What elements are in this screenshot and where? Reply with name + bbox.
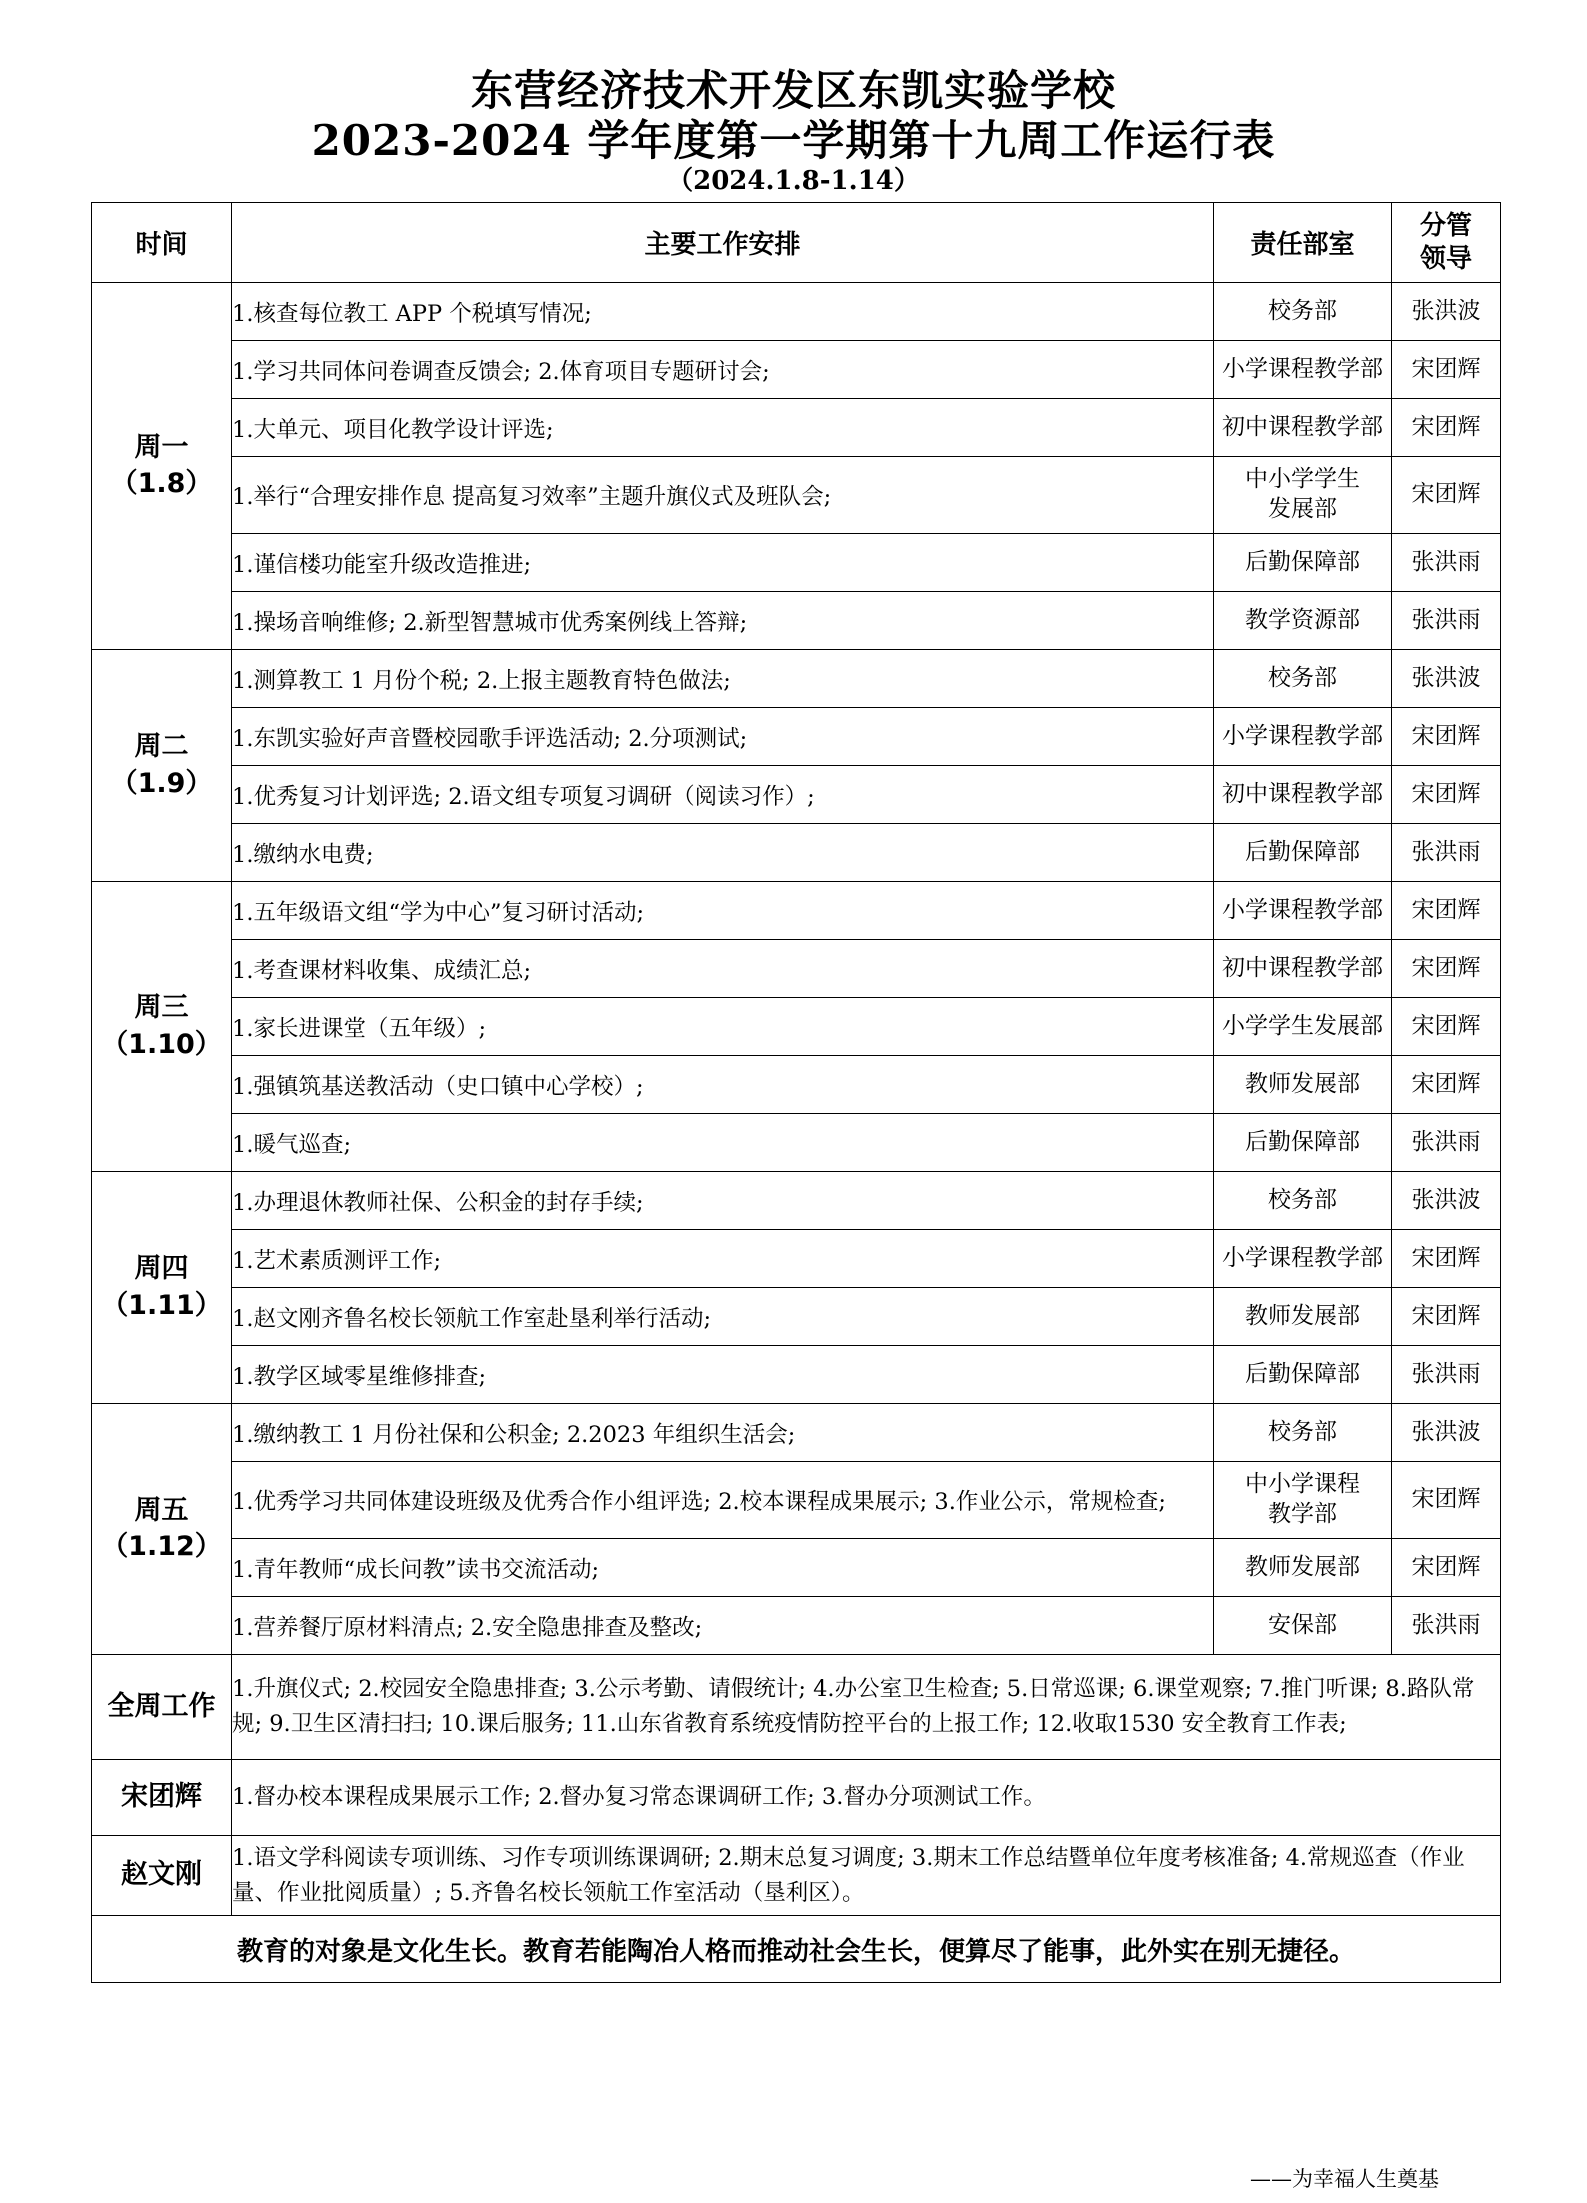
table-row <box>92 399 1501 457</box>
task-cell: 1.教学区域零星维修排查; <box>232 1346 1214 1404</box>
task-cell: 1.五年级语文组“学为中心”复习研讨活动; <box>232 882 1214 940</box>
date-range: （2024.1.8-1.14） <box>667 166 920 196</box>
table-row <box>92 1056 1501 1114</box>
col-lead-line2: 领导 <box>1419 243 1472 274</box>
day-date: （1.10） <box>101 1028 222 1060</box>
table-row <box>92 1288 1501 1346</box>
dept-cell <box>1214 940 1392 998</box>
schedule-body <box>92 283 1501 1655</box>
task-cell: 1.举行“合理安排作息 提高复习效率”主题升旗仪式及班队会; <box>232 457 1214 534</box>
table-row <box>92 1539 1501 1597</box>
dept-line1: 后勤保障部 <box>1245 1128 1360 1155</box>
lead-cell: 张洪雨 <box>1392 824 1501 882</box>
table-row <box>92 283 1501 341</box>
dept-line1: 小学课程教学部 <box>1222 722 1383 749</box>
day-cell <box>92 1172 232 1404</box>
col-lead <box>1392 203 1501 283</box>
dept-cell <box>1214 1172 1392 1230</box>
day-name: 周一 <box>134 431 189 463</box>
task-cell: 1.缴纳水电费; <box>232 824 1214 882</box>
dept-cell <box>1214 534 1392 592</box>
task-cell: 1.操场音响维修; 2.新型智慧城市优秀案例线上答辩; <box>232 592 1214 650</box>
dept-line1: 小学学生发展部 <box>1222 1012 1383 1039</box>
lead-cell: 张洪波 <box>1392 1172 1501 1230</box>
lead-cell: 宋团辉 <box>1392 1230 1501 1288</box>
dept-line2: 发展部 <box>1268 496 1337 522</box>
task-cell: 1.大单元、项目化教学设计评选; <box>232 399 1214 457</box>
dept-line1: 校务部 <box>1268 1418 1337 1445</box>
table-row <box>92 457 1501 534</box>
lead-cell: 宋团辉 <box>1392 1288 1501 1346</box>
table-row <box>92 1114 1501 1172</box>
dept-line1: 小学课程教学部 <box>1222 355 1383 382</box>
task-cell: 1.核查每位教工 APP 个税填写情况; <box>232 283 1214 341</box>
table-row <box>92 766 1501 824</box>
dept-line1: 中小学课程 <box>1245 1471 1360 1498</box>
lead-cell: 宋团辉 <box>1392 341 1501 399</box>
table-row <box>92 534 1501 592</box>
day-date: （1.11） <box>101 1289 222 1321</box>
table-row <box>92 1346 1501 1404</box>
dept-cell <box>1214 766 1392 824</box>
dept-cell <box>1214 1056 1392 1114</box>
dept-cell <box>1214 399 1392 457</box>
leader-text: 1.督办校本课程成果展示工作; 2.督办复习常态课调研工作; 3.督办分项测试工作。 <box>232 1760 1501 1836</box>
dept-line1: 后勤保障部 <box>1245 1360 1360 1387</box>
lead-cell: 张洪波 <box>1392 650 1501 708</box>
lead-cell: 张洪雨 <box>1392 1114 1501 1172</box>
schedule-title: 2023-2024 学年度第一学期第十九周工作运行表 <box>311 116 1276 165</box>
col-task: 主要工作安排 <box>232 203 1214 283</box>
day-date: （1.12） <box>101 1531 222 1562</box>
dept-cell <box>1214 1114 1392 1172</box>
task-cell: 1.办理退休教师社保、公积金的封存手续; <box>232 1172 1214 1230</box>
task-cell: 1.缴纳教工 1 月份社保和公积金; 2.2023 年组织生活会; <box>232 1404 1214 1462</box>
dept-cell <box>1214 824 1392 882</box>
dept-cell <box>1214 341 1392 399</box>
day-date: （1.8） <box>110 468 213 499</box>
lead-cell: 宋团辉 <box>1392 766 1501 824</box>
motto-row <box>92 1916 1501 1983</box>
lead-cell: 宋团辉 <box>1392 998 1501 1056</box>
task-cell: 1.艺术素质测评工作; <box>232 1230 1214 1288</box>
day-cell <box>92 882 232 1172</box>
dept-cell <box>1214 592 1392 650</box>
task-cell: 1.东凯实验好声音暨校园歌手评选活动; 2.分项测试; <box>232 708 1214 766</box>
table-row <box>92 1404 1501 1462</box>
dept-cell <box>1214 457 1392 534</box>
lead-cell: 宋团辉 <box>1392 1462 1501 1539</box>
day-date: （1.9） <box>110 767 213 799</box>
task-cell: 1.谨信楼功能室升级改造推进; <box>232 534 1214 592</box>
dept-line1: 小学课程教学部 <box>1222 1244 1383 1271</box>
lead-cell: 张洪雨 <box>1392 1597 1501 1655</box>
dept-cell <box>1214 1346 1392 1404</box>
day-name: 周二 <box>134 731 189 763</box>
task-cell: 1.强镇筑基送教活动（史口镇中心学校）; <box>232 1056 1214 1114</box>
table-row <box>92 1462 1501 1539</box>
day-name: 周三 <box>134 992 189 1024</box>
lead-cell: 宋团辉 <box>1392 457 1501 534</box>
task-cell: 1.家长进课堂（五年级）; <box>232 998 1214 1056</box>
schedule-table <box>91 202 1501 1983</box>
day-name: 周四 <box>134 1253 189 1285</box>
table-row <box>92 592 1501 650</box>
lead-cell: 宋团辉 <box>1392 708 1501 766</box>
footer-slogan: ——为幸福人生奠基 <box>1250 2167 1439 2191</box>
dept-line1: 校务部 <box>1268 297 1337 324</box>
table-row <box>92 1230 1501 1288</box>
lead-cell: 宋团辉 <box>1392 1056 1501 1114</box>
dept-cell <box>1214 650 1392 708</box>
dept-line1: 教师发展部 <box>1245 1070 1360 1097</box>
lead-cell: 张洪波 <box>1392 1404 1501 1462</box>
table-row <box>92 882 1501 940</box>
col-time: 时间 <box>92 203 232 283</box>
day-cell <box>92 283 232 650</box>
day-cell <box>92 650 232 882</box>
table-row <box>92 940 1501 998</box>
lead-cell: 宋团辉 <box>1392 399 1501 457</box>
leader-name: 赵文刚 <box>92 1836 232 1916</box>
task-cell: 1.营养餐厅原材料清点; 2.安全隐患排查及整改; <box>232 1597 1214 1655</box>
dept-cell <box>1214 1462 1392 1539</box>
table-row <box>92 824 1501 882</box>
leader-row <box>92 1760 1501 1836</box>
week-label: 全周工作 <box>92 1655 232 1760</box>
lead-cell: 张洪雨 <box>1392 534 1501 592</box>
dept-line1: 校务部 <box>1268 664 1337 691</box>
task-cell: 1.赵文刚齐鲁名校长领航工作室赴垦利举行活动; <box>232 1288 1214 1346</box>
table-row <box>92 998 1501 1056</box>
task-cell: 1.优秀复习计划评选; 2.语文组专项复习调研（阅读习作）; <box>232 766 1214 824</box>
task-cell: 1.优秀学习共同体建设班级及优秀合作小组评选; 2.校本课程成果展示; 3.作业公示，常规检查; <box>232 1462 1214 1539</box>
dept-line1: 中小学学生 <box>1245 466 1360 493</box>
dept-cell <box>1214 1230 1392 1288</box>
dept-cell <box>1214 1404 1392 1462</box>
col-dept: 责任部室 <box>1214 203 1392 283</box>
dept-line1: 小学课程教学部 <box>1222 896 1383 923</box>
lead-cell: 张洪雨 <box>1392 592 1501 650</box>
dept-cell <box>1214 882 1392 940</box>
dept-cell <box>1214 1539 1392 1597</box>
dept-cell <box>1214 1288 1392 1346</box>
school-title: 东营经济技术开发区东凯实验学校 <box>470 66 1116 115</box>
table-row <box>92 341 1501 399</box>
table-row <box>92 650 1501 708</box>
leader-row <box>92 1836 1501 1916</box>
dept-line1: 初中课程教学部 <box>1222 413 1383 440</box>
leader-text: 1.语文学科阅读专项训练、习作专项训练课调研; 2.期末总复习调度; 3.期末工作总结暨单位年度考核准备; 4.常规巡查（作业量、作业批阅质量）; 5.齐鲁名校长领航工作室活动（垦利区）。 <box>232 1836 1501 1916</box>
lead-cell: 宋团辉 <box>1392 940 1501 998</box>
week-text: 1.升旗仪式; 2.校园安全隐患排查; 3.公示考勤、请假统计; 4.办公室卫生检查; 5.日常巡课; 6.课堂观察; 7.推门听课; 8.路队常规; 9.卫生区清扫扫; 10.课后服务; 11.山东省教育系统疫情防控平台的上报工作; 12.收取1530 安全教育工作表; <box>232 1655 1501 1760</box>
lead-cell: 张洪波 <box>1392 283 1501 341</box>
motto: 教育的对象是文化生长。教育若能陶冶人格而推动社会生长，便算尽了能事，此外实在别无捷径。 <box>92 1916 1501 1983</box>
day-name: 周五 <box>134 1494 189 1526</box>
week-row <box>92 1655 1501 1760</box>
task-cell: 1.暖气巡查; <box>232 1114 1214 1172</box>
dept-line1: 后勤保障部 <box>1245 838 1360 865</box>
table-row <box>92 1172 1501 1230</box>
task-cell: 1.学习共同体问卷调查反馈会; 2.体育项目专题研讨会; <box>232 341 1214 399</box>
table-row <box>92 1597 1501 1655</box>
dept-line1: 初中课程教学部 <box>1222 954 1383 981</box>
lead-cell: 宋团辉 <box>1392 1539 1501 1597</box>
dept-cell <box>1214 283 1392 341</box>
dept-cell <box>1214 708 1392 766</box>
col-lead-line1: 分管 <box>1419 211 1472 241</box>
dept-line1: 教师发展部 <box>1245 1553 1360 1580</box>
lead-cell: 张洪雨 <box>1392 1346 1501 1404</box>
dept-cell <box>1214 998 1392 1056</box>
table-row <box>92 708 1501 766</box>
dept-line1: 安保部 <box>1268 1611 1337 1638</box>
task-cell: 1.青年教师“成长问教”读书交流活动; <box>232 1539 1214 1597</box>
leader-name: 宋团辉 <box>92 1760 232 1836</box>
dept-line2: 教学部 <box>1268 1501 1337 1527</box>
dept-line1: 初中课程教学部 <box>1222 780 1383 807</box>
task-cell: 1.考查课材料收集、成绩汇总; <box>232 940 1214 998</box>
dept-cell <box>1214 1597 1392 1655</box>
task-cell: 1.测算教工 1 月份个税; 2.上报主题教育特色做法; <box>232 650 1214 708</box>
header-row <box>92 203 1501 283</box>
dept-line1: 教师发展部 <box>1245 1302 1360 1329</box>
lead-cell: 宋团辉 <box>1392 882 1501 940</box>
day-cell <box>92 1404 232 1655</box>
dept-line1: 校务部 <box>1268 1186 1337 1213</box>
dept-line1: 后勤保障部 <box>1245 548 1360 575</box>
dept-line1: 教学资源部 <box>1245 606 1360 633</box>
